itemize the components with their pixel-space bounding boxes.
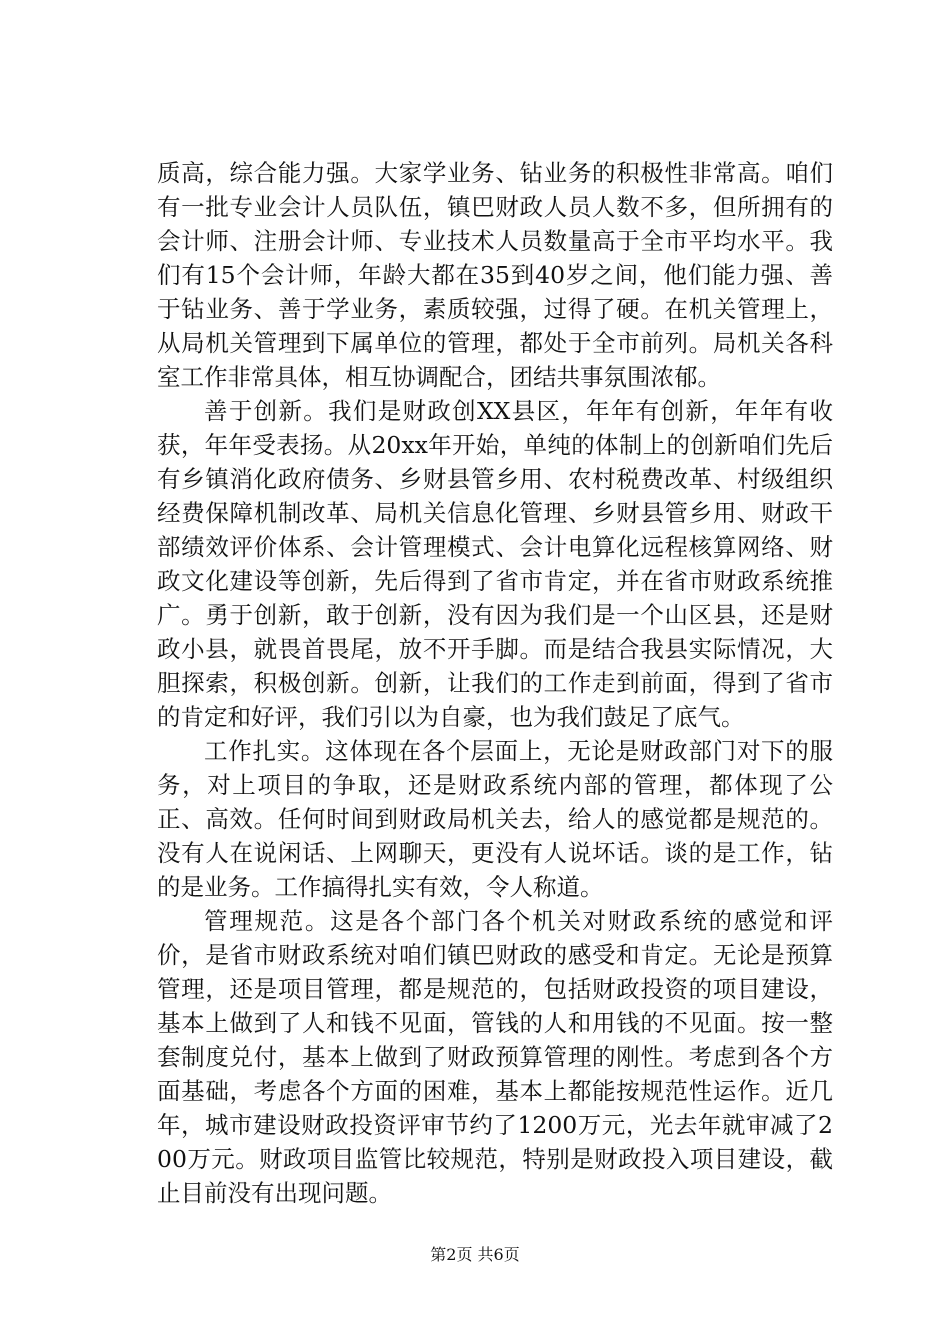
page-footer: 第2页 共6页 bbox=[430, 1245, 520, 1264]
paragraph-2: 善于创新。我们是财政创XX县区，年年有创新，年年有收获，年年受表扬。从20xx年开始，单纯的体制上的创新咱们先后有乡镇消化政府债务、乡财县管乡用、农村税费改革、村级组织经费保障机制改革、局机关信息化管理、乡财县管乡用、财政干部绩效评价体系、会计管理模式、会计电算化远程核算网络、财政文化建设等创新，先后得到了省市肯定，并在省市财政系统推广。勇于创新，敢于创新，没有因为我们是一个山区县，还是财政小县，就畏首畏尾，放不开手脚。而是结合我县实际情况，大胆探索，积极创新。创新，让我们的工作走到前面，得到了省市的肯定和好评，我们引以为自豪，也为我们鼓足了底气。 bbox=[157, 397, 833, 731]
paragraph-1: 质高，综合能力强。大家学业务、钻业务的积极性非常高。咱们有一批专业会计人员队伍，镇巴财政人员人数不多，但所拥有的会计师、注册会计师、专业技术人员数量高于全市平均水平。我们有15个会计师，年龄大都在35到40岁之间，他们能力强、善于钻业务、善于学业务，素质较强，过得了硬。在机关管理上，从局机关管理到下属单位的管理，都处于全市前列。局机关各科室工作非常具体，相互协调配合，团结共事氛围浓郁。 bbox=[157, 159, 833, 391]
document-body bbox=[157, 156, 833, 1210]
paragraph-4: 管理规范。这是各个部门各个机关对财政系统的感觉和评价，是省市财政系统对咱们镇巴财政的感受和肯定。无论是预算管理，还是项目管理，都是规范的，包括财政投资的项目建设，基本上做到了人和钱不见面，管钱的人和用钱的不见面。按一整套制度兑付，基本上做到了财政预算管理的刚性。考虑到各个方面基础，考虑各个方面的困难，基本上都能按规范性运作。近几年，城市建设财政投资评审节约了1200万元，光去年就审减了200万元。财政项目监管比较规范，特别是财政投入项目建设，截止目前没有出现问题。 bbox=[157, 907, 833, 1207]
paragraph-3: 工作扎实。这体现在各个层面上，无论是财政部门对下的服务，对上项目的争取，还是财政系统内部的管理，都体现了公正、高效。任何时间到财政局机关去，给人的感觉都是规范的。没有人在说闲话、上网聊天，更没有人说坏话。谈的是工作，钻的是业务。工作搞得扎实有效，令人称道。 bbox=[157, 737, 833, 901]
